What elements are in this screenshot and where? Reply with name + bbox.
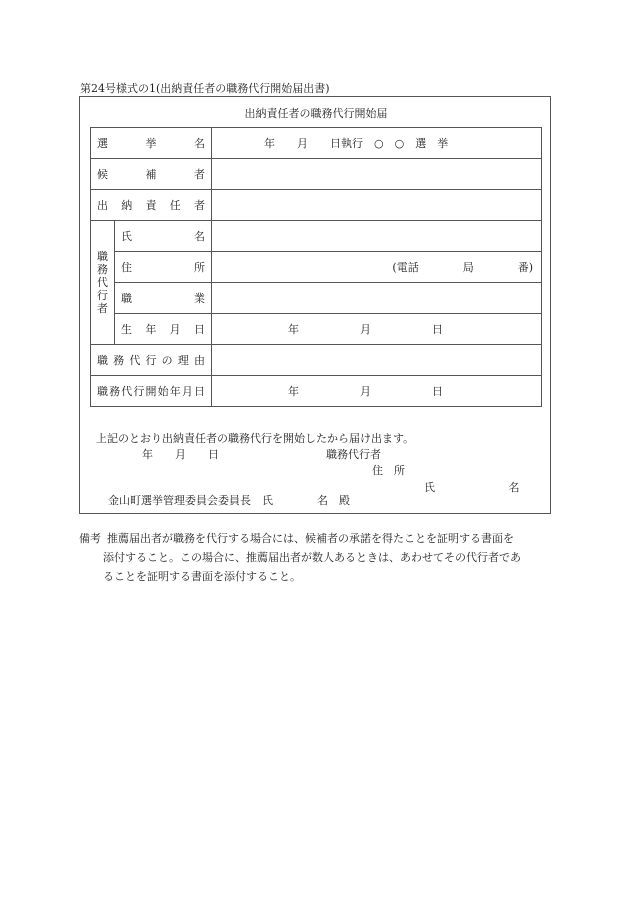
election-value: 年 月 日執行 ○ ○ 選 挙 bbox=[264, 137, 449, 150]
birth-day: 日 bbox=[432, 323, 443, 336]
agent-label: 職務代行者 bbox=[326, 448, 381, 461]
agent-name-label: 氏 名 bbox=[115, 221, 212, 252]
treasurer-label: 出 納 責 任 者 bbox=[91, 190, 212, 221]
start-year: 年 bbox=[288, 385, 299, 398]
birth-month: 月 bbox=[360, 323, 371, 336]
agent-birth-row bbox=[91, 314, 542, 345]
agent-group-label bbox=[91, 221, 115, 345]
reason-row bbox=[91, 345, 542, 376]
agent-job-cell[interactable] bbox=[212, 283, 542, 314]
reason-label: 職務代行の理由 bbox=[91, 345, 212, 376]
agent-job-row bbox=[91, 283, 542, 314]
agent-address-label: 住 所 bbox=[115, 252, 212, 283]
candidate-label: 候 補 者 bbox=[91, 159, 212, 190]
name-label bbox=[424, 479, 520, 495]
submission-date: 年 月 日 bbox=[142, 448, 219, 461]
remarks-head: 備考 bbox=[79, 532, 101, 545]
start-date-row bbox=[91, 376, 542, 407]
start-date-label: 職務代行開始年月日 bbox=[91, 376, 212, 407]
agent-group-char: 代 bbox=[97, 276, 108, 289]
agent-phone: (電話 局 番) bbox=[392, 261, 533, 274]
start-day: 日 bbox=[432, 385, 443, 398]
statement: 上記のとおり出納責任者の職務代行を開始したから届け出ます。 bbox=[96, 432, 415, 445]
form-caption: 第24号様式の1(出納責任者の職務代行開始届出書) bbox=[80, 82, 330, 95]
agent-job-label: 職 業 bbox=[115, 283, 212, 314]
treasurer-value-cell[interactable] bbox=[212, 190, 542, 221]
start-date-cell[interactable] bbox=[212, 376, 542, 407]
recipient: 金山町選挙管理委員会委員長 氏 名 殿 bbox=[108, 494, 350, 507]
agent-birth-cell[interactable] bbox=[212, 314, 542, 345]
remarks-body bbox=[103, 529, 555, 586]
reason-cell[interactable] bbox=[212, 345, 542, 376]
remarks-line: 推薦届出者が職務を代行する場合には、候補者の承諾を得たことを証明する書面を bbox=[107, 532, 514, 545]
candidate-row bbox=[91, 159, 542, 190]
agent-group-char: 務 bbox=[97, 263, 108, 276]
agent-name-cell[interactable] bbox=[212, 221, 542, 252]
treasurer-row bbox=[91, 190, 542, 221]
address-label: 住 所 bbox=[372, 464, 405, 477]
remarks bbox=[79, 529, 555, 586]
agent-address-cell[interactable] bbox=[212, 252, 542, 283]
name-label-char: 氏 bbox=[424, 481, 435, 494]
election-label: 選 挙 名 bbox=[91, 128, 212, 159]
election-value-cell[interactable] bbox=[212, 128, 542, 159]
remarks-line: 添付すること。この場合に、推薦届出者が数人あるときは、あわせてその代行者であ bbox=[103, 551, 521, 564]
name-label-char: 名 bbox=[508, 481, 520, 494]
agent-group-char: 職 bbox=[97, 250, 108, 263]
birth-year: 年 bbox=[288, 323, 299, 336]
agent-birth-label: 生 年 月 日 bbox=[115, 314, 212, 345]
candidate-value-cell[interactable] bbox=[212, 159, 542, 190]
remarks-line: ることを証明する書面を添付すること。 bbox=[103, 570, 301, 583]
start-month: 月 bbox=[360, 385, 371, 398]
election-row bbox=[91, 128, 542, 159]
form-table bbox=[90, 127, 542, 407]
agent-name-row bbox=[91, 221, 542, 252]
form-title: 出納責任者の職務代行開始届 bbox=[244, 107, 388, 120]
agent-address-row bbox=[91, 252, 542, 283]
agent-group-char: 者 bbox=[97, 302, 108, 315]
agent-group-char: 行 bbox=[97, 289, 108, 302]
